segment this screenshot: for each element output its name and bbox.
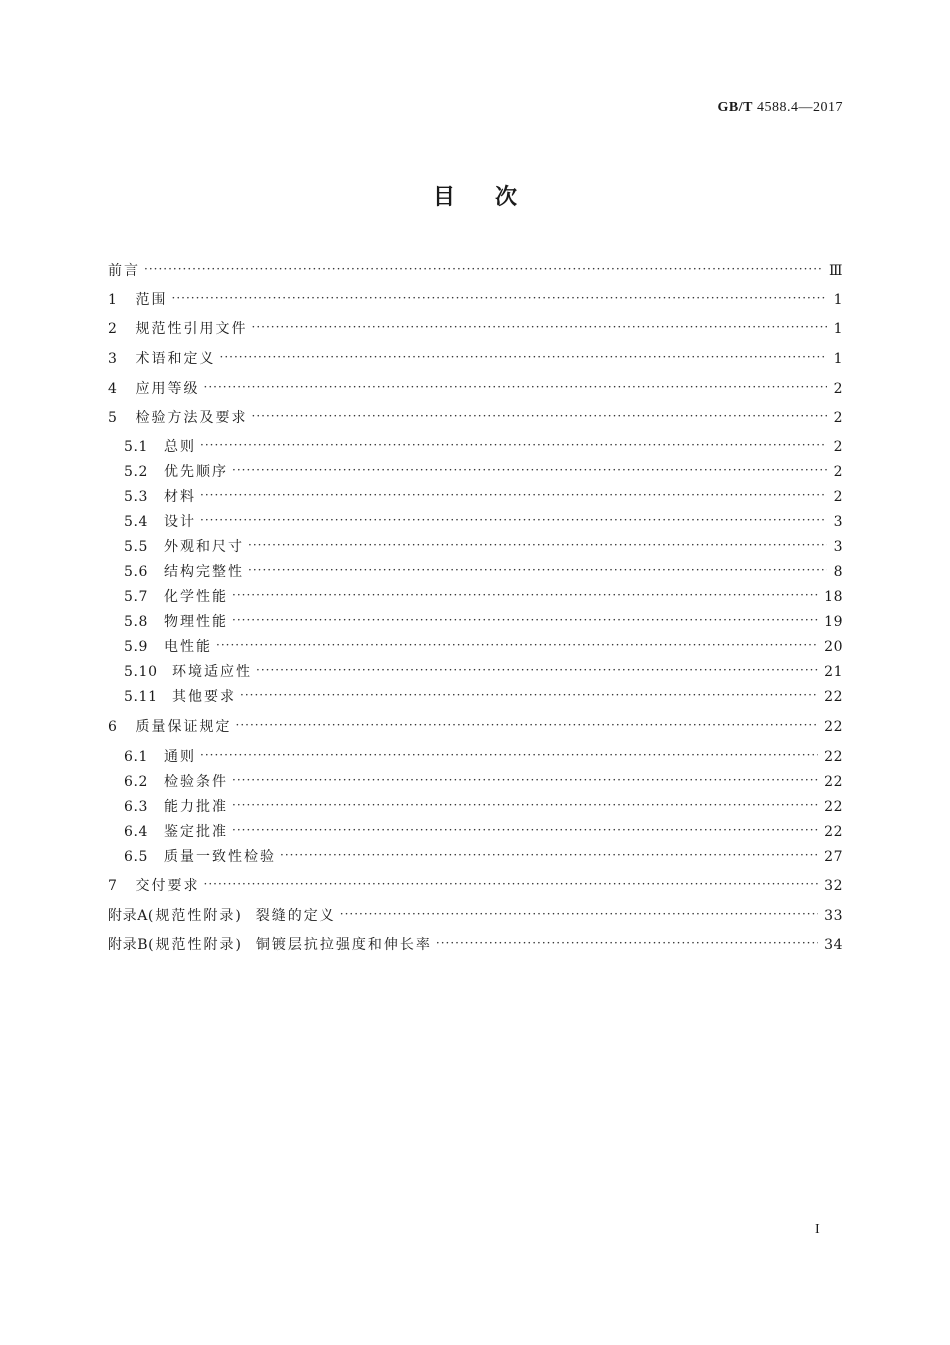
toc-entry-page: 2 <box>833 464 843 480</box>
toc-entry-title: 外观和尺寸 <box>164 539 244 555</box>
toc-entry-title: 其他要求 <box>172 689 236 705</box>
dot-leader <box>256 659 818 681</box>
toc-entry-title: 检验条件 <box>164 774 228 790</box>
toc-entry-6[interactable] <box>108 716 843 738</box>
dot-leader <box>144 258 823 280</box>
toc-entry-1[interactable] <box>108 289 843 311</box>
toc-entry-number: 5.2 <box>124 464 149 480</box>
toc-entry-title: 规范性引用文件 <box>135 321 248 337</box>
toc-entry-5-7[interactable] <box>124 586 843 608</box>
toc-entry-title: 物理性能 <box>164 614 228 630</box>
toc-entry-page: 34 <box>824 937 843 953</box>
toc-entry-number: 6.1 <box>124 749 149 765</box>
toc-entry-number: 6.4 <box>124 824 149 840</box>
toc-entry-page: 20 <box>824 639 843 655</box>
toc-entry-5-2[interactable] <box>124 461 843 483</box>
toc-entry-title: 质量一致性检验 <box>164 849 276 865</box>
dot-leader <box>236 714 819 736</box>
toc-entry-5-8[interactable] <box>124 611 843 633</box>
dot-leader <box>248 559 827 581</box>
toc-entry-page: 1 <box>833 321 843 337</box>
dot-leader <box>252 405 827 427</box>
dot-leader <box>232 459 827 481</box>
toc-entry-title: 总则 <box>164 439 196 455</box>
toc-entry-5-11[interactable] <box>124 686 843 708</box>
toc-entry-title: 通则 <box>164 749 196 765</box>
toc-entry-6-3[interactable] <box>124 796 843 818</box>
toc-entry-5-4[interactable] <box>124 511 843 533</box>
toc-entry-number: 4 <box>108 381 118 397</box>
toc-entry-title: 材料 <box>164 489 196 505</box>
dot-leader <box>204 873 819 895</box>
toc-entry-annex-b[interactable] <box>108 934 843 956</box>
toc-entry-title: 设计 <box>164 514 196 530</box>
toc-entry-number: 6 <box>108 719 118 735</box>
toc-entry-page: 22 <box>824 774 843 790</box>
toc-entry-title: 能力批准 <box>164 799 228 815</box>
dot-leader <box>240 684 818 706</box>
page-number: I <box>815 1222 820 1237</box>
toc-entry-title: 电性能 <box>164 639 212 655</box>
dot-leader <box>200 434 827 456</box>
toc-entry-number: 5.7 <box>124 589 149 605</box>
toc-entry-6-2[interactable] <box>124 771 843 793</box>
toc-title: 目次 <box>432 185 557 210</box>
toc-entry-page: 2 <box>833 489 843 505</box>
toc-entry-page: 33 <box>824 908 843 924</box>
dot-leader <box>216 634 818 656</box>
toc-entry-page: 19 <box>824 614 843 630</box>
toc-entry-5-3[interactable] <box>124 486 843 508</box>
dot-leader <box>200 484 827 506</box>
toc-entry-number: 1 <box>108 292 118 308</box>
toc-entry-number: 5.10 <box>124 664 158 680</box>
toc-entry-page: 22 <box>824 719 843 735</box>
toc-entry-3[interactable] <box>108 348 843 370</box>
toc-entry-title: 结构完整性 <box>164 564 244 580</box>
dot-leader <box>204 376 827 398</box>
dot-leader <box>200 744 818 766</box>
dot-leader <box>280 844 818 866</box>
toc-entry-title: (规范性附录) 裂缝的定义 <box>147 908 336 924</box>
toc-entry-page: 22 <box>824 689 843 705</box>
toc-entry-number: 附录B <box>108 937 149 953</box>
toc-entry-number: 6.5 <box>124 849 149 865</box>
toc-entry-number: 6.2 <box>124 774 149 790</box>
toc-entry-page: 18 <box>824 589 843 605</box>
toc-entry-title: 优先顺序 <box>164 464 228 480</box>
toc-entry-number: 5.4 <box>124 514 149 530</box>
toc-entry-page: 22 <box>824 799 843 815</box>
toc-entry-title: (规范性附录) 铜镀层抗拉强度和伸长率 <box>148 937 432 953</box>
toc-entry-title: 环境适应性 <box>172 664 252 680</box>
toc-entry-page: 27 <box>824 849 843 865</box>
dot-leader <box>220 346 827 368</box>
dot-leader <box>232 584 818 606</box>
toc-entry-number: 附录A <box>108 908 148 924</box>
dot-leader <box>200 509 827 531</box>
toc-entry-number: 5.6 <box>124 564 149 580</box>
toc-entry-title: 范围 <box>135 292 168 308</box>
dot-leader <box>232 609 818 631</box>
toc-entry-number: 5.1 <box>124 439 149 455</box>
standard-prefix: GB/T <box>717 100 753 115</box>
toc-entry-5-6[interactable] <box>124 561 843 583</box>
dot-leader <box>232 819 818 841</box>
toc-entry-page: 22 <box>824 749 843 765</box>
toc-entry-page: 1 <box>833 292 843 308</box>
toc-entry-title: 交付要求 <box>135 878 200 894</box>
toc-entry-number: 3 <box>108 351 118 367</box>
toc-entry-foreword[interactable] <box>108 260 843 282</box>
toc-entry-page: 32 <box>824 878 843 894</box>
toc-entry-page: 2 <box>833 381 843 397</box>
toc-entry-title: 检验方法及要求 <box>135 410 248 426</box>
toc-entry-number: 5.3 <box>124 489 149 505</box>
toc-entry-page: 8 <box>833 564 843 580</box>
standard-number <box>718 100 843 116</box>
toc-entry-2[interactable] <box>108 318 843 340</box>
toc-entry-5-9[interactable] <box>124 636 843 658</box>
toc-entry-number: 5.8 <box>124 614 149 630</box>
toc-entry-6-5[interactable] <box>124 846 843 868</box>
toc-entry-title: 质量保证规定 <box>135 719 232 735</box>
dot-leader <box>340 903 818 925</box>
dot-leader <box>436 932 818 954</box>
toc-entry-page: 21 <box>824 664 843 680</box>
toc-entry-page: 3 <box>833 539 843 555</box>
toc-entry-5-10[interactable] <box>124 661 843 683</box>
toc-entry-page: 22 <box>824 824 843 840</box>
toc-entry-5[interactable] <box>108 407 843 429</box>
toc-entry-annex-a[interactable] <box>108 905 843 927</box>
toc-entry-title: 鉴定批准 <box>164 824 228 840</box>
dot-leader <box>232 769 818 791</box>
standard-code: 4588.4—2017 <box>757 100 843 115</box>
toc-entry-title: 前言 <box>108 263 140 279</box>
toc-entry-5-5[interactable] <box>124 536 843 558</box>
toc-entry-number: 7 <box>108 878 118 894</box>
toc-entry-number: 2 <box>108 321 118 337</box>
toc-entry-page: Ⅲ <box>828 263 843 279</box>
toc-entry-page: 2 <box>833 439 843 455</box>
dot-leader <box>252 316 827 338</box>
toc-entry-4[interactable] <box>108 378 843 400</box>
toc-entry-number: 5.9 <box>124 639 149 655</box>
toc-entry-title: 化学性能 <box>164 589 228 605</box>
toc-entry-number: 5 <box>108 410 118 426</box>
toc-entry-title: 应用等级 <box>135 381 200 397</box>
toc-entry-number: 6.3 <box>124 799 149 815</box>
toc-entry-title: 术语和定义 <box>135 351 216 367</box>
toc-entry-page: 3 <box>833 514 843 530</box>
dot-leader <box>172 287 827 309</box>
toc-entry-6-4[interactable] <box>124 821 843 843</box>
toc-entry-number: 5.11 <box>124 689 158 705</box>
toc-entry-6-1[interactable] <box>124 746 843 768</box>
toc-entry-7[interactable] <box>108 875 843 897</box>
dot-leader <box>248 534 827 556</box>
toc-entry-page: 2 <box>833 410 843 426</box>
toc-entry-5-1[interactable] <box>124 436 843 458</box>
dot-leader <box>232 794 818 816</box>
toc-entry-page: 1 <box>833 351 843 367</box>
toc-entry-number: 5.5 <box>124 539 149 555</box>
